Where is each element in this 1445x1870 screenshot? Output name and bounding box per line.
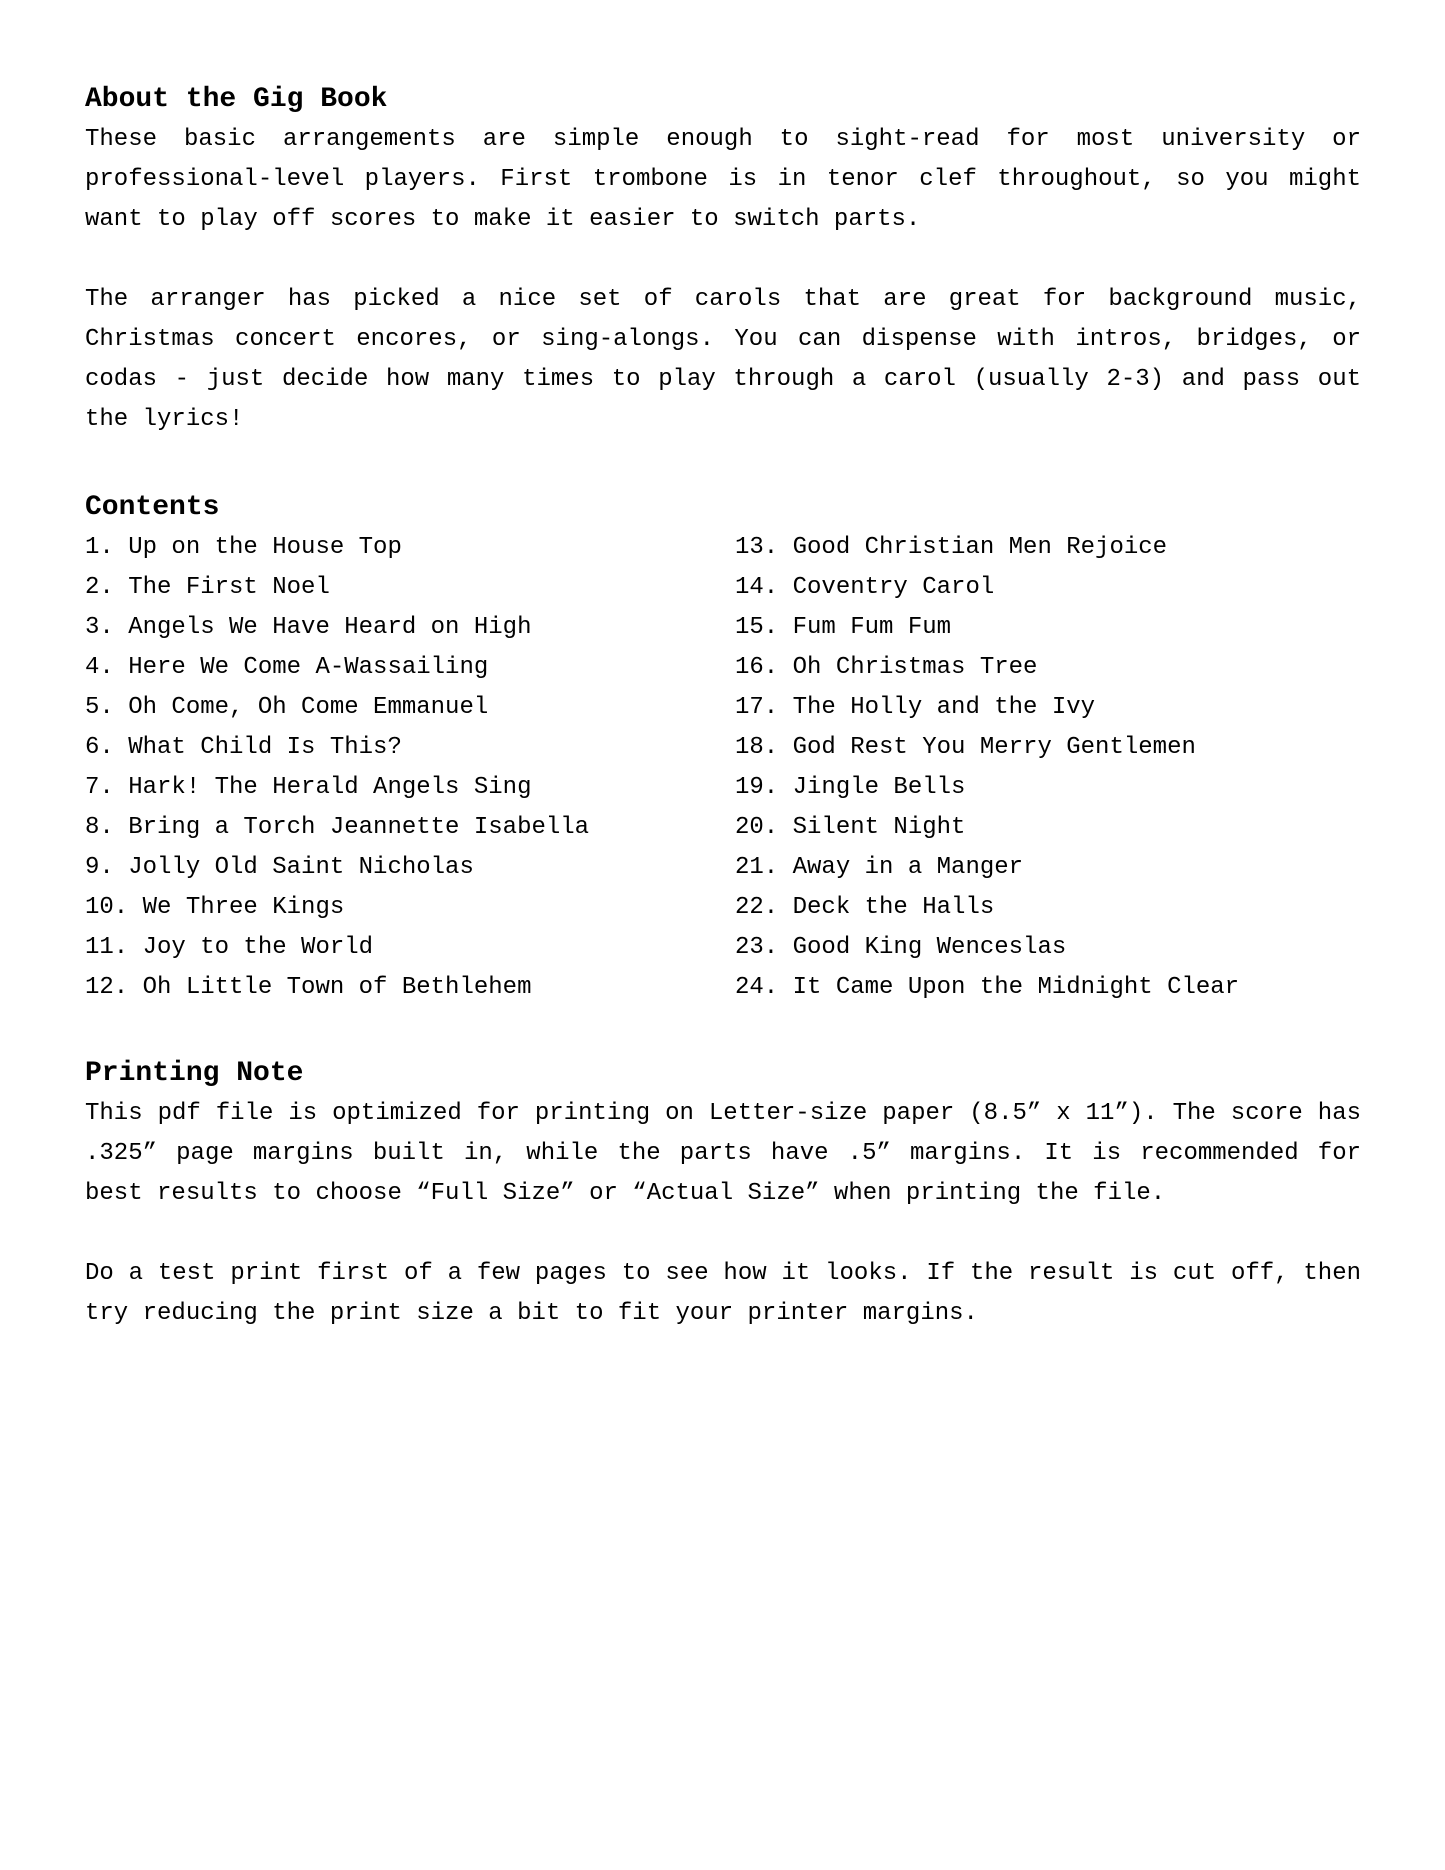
paragraph-spacer bbox=[85, 1214, 1361, 1254]
about-paragraph-2: The arranger has picked a nice set of carols that are great for background music, Christmas concert encores, or sing-alongs. You can dispense with intros, bridges, or codas - just decide how many times to play through a carol (usually 2-3) and pass out the lyrics! bbox=[85, 286, 1361, 433]
contents-item: 1. Up on the House Top bbox=[85, 534, 402, 561]
contents-item: 19. Jingle Bells bbox=[735, 774, 966, 801]
about-section bbox=[85, 80, 1361, 440]
contents-item: 2. The First Noel bbox=[85, 574, 330, 601]
printing-note-heading: Printing Note bbox=[85, 1058, 304, 1089]
paragraph-spacer bbox=[85, 240, 1361, 280]
contents-item: 17. The Holly and the Ivy bbox=[735, 694, 1096, 721]
contents-item: 7. Hark! The Herald Angels Sing bbox=[85, 774, 532, 801]
contents-column-left bbox=[85, 528, 735, 1008]
contents-item: 13. Good Christian Men Rejoice bbox=[735, 534, 1168, 561]
contents-item: 8. Bring a Torch Jeannette Isabella bbox=[85, 814, 590, 841]
contents-item: 21. Away in a Manger bbox=[735, 854, 1024, 881]
contents-item: 23. Good King Wenceslas bbox=[735, 934, 1067, 961]
contents-item: 22. Deck the Halls bbox=[735, 894, 995, 921]
about-paragraph-1: These basic arrangements are simple enough to sight-read for most university or professional-level players. First trombone is in tenor clef throughout, so you might want to play off scores to make it easier to switch parts. bbox=[85, 126, 1361, 233]
contents-list bbox=[85, 528, 1361, 1008]
about-heading: About the Gig Book bbox=[85, 84, 388, 115]
contents-item: 16. Oh Christmas Tree bbox=[735, 654, 1038, 681]
contents-item: 12. Oh Little Town of Bethlehem bbox=[85, 974, 532, 1001]
contents-item: 6. What Child Is This? bbox=[85, 734, 402, 761]
contents-item: 10. We Three Kings bbox=[85, 894, 345, 921]
printing-paragraph-2: Do a test print first of a few pages to see how it looks. If the result is cut off, then try reducing the print size a bit to fit your printer margins. bbox=[85, 1260, 1361, 1327]
contents-item: 15. Fum Fum Fum bbox=[735, 614, 952, 641]
contents-item: 14. Coventry Carol bbox=[735, 574, 995, 601]
contents-item: 9. Jolly Old Saint Nicholas bbox=[85, 854, 474, 881]
printing-paragraph-1: This pdf file is optimized for printing on Letter-size paper (8.5” x 11”). The score has .325” page margins built in, while the parts have .5” margins. It is recommended for best results to choose “Full Size” or “Actual Size” when printing the file. bbox=[85, 1100, 1361, 1207]
document-page bbox=[85, 80, 1361, 1334]
contents-item: 20. Silent Night bbox=[735, 814, 966, 841]
contents-item: 24. It Came Upon the Midnight Clear bbox=[735, 974, 1240, 1001]
contents-column-right bbox=[735, 528, 1361, 1008]
contents-item: 18. God Rest You Merry Gentlemen bbox=[735, 734, 1196, 761]
contents-item: 11. Joy to the World bbox=[85, 934, 374, 961]
contents-section bbox=[85, 488, 1361, 1008]
printing-note-section bbox=[85, 1054, 1361, 1334]
contents-item: 4. Here We Come A-Wassailing bbox=[85, 654, 489, 681]
contents-item: 3. Angels We Have Heard on High bbox=[85, 614, 532, 641]
contents-item: 5. Oh Come, Oh Come Emmanuel bbox=[85, 694, 489, 721]
contents-heading: Contents bbox=[85, 492, 220, 523]
